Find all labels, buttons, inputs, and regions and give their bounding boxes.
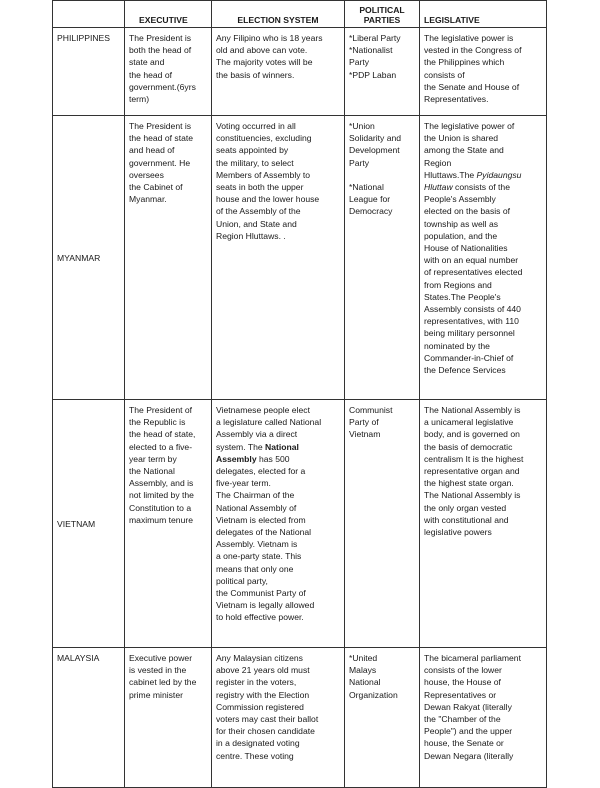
table-row-philippines — [53, 28, 547, 116]
header-executive: EXECUTIVE — [125, 1, 212, 28]
legislative-cell: The National Assembly is a unicameral legislative body, and is governed on the basis of democratic centralism It is the highest representative organ and the highest state organ. The National Assembly is the only organ vested with constitutional and legislative powers — [420, 400, 547, 648]
election-cell: Any Filipino who is 18 years old and above can vote. The majority votes will be the basis of winners. — [212, 28, 345, 116]
legislative-cell — [420, 116, 547, 400]
country-cell: MYANMAR — [53, 116, 125, 400]
table-row-malaysia — [53, 648, 547, 788]
executive-cell: The President is the head of state and head of government. He oversees the Cabinet of Myanmar. — [125, 116, 212, 400]
election-cell: Any Malaysian citizens above 21 years old must register in the voters, registry with the Election Commission registered voters may cast their ballot for their chosen candidate in a designated voting centre. These voting — [212, 648, 345, 788]
executive-cell: Executive power is vested in the cabinet led by the prime minister — [125, 648, 212, 788]
parties-cell: Communist Party of Vietnam — [345, 400, 420, 648]
legislative-text-part-b: consists of the People's Assembly elected on the basis of township as well as population, and the House of Nationalities with on an equal number of representatives elected from Regions and States.The People's Assembly consists of 440 representatives, with 110 being military personnel nominated by the Commander-in-Chief of the Defence Services — [424, 182, 523, 376]
election-cell: Voting occurred in all constituencies, excluding seats appointed by the military, to select Members of Assembly to seats in both the upper house and the lower house of the Assembly of the Union, and State and Region Hluttaws. . — [212, 116, 345, 400]
header-legislative: LEGISLATIVE — [420, 1, 547, 28]
table-row-vietnam — [53, 400, 547, 648]
election-text-part-b: has 500 delegates, elected for a five-year term. The Chairman of the National Assembly of Vietnam is elected from delegates of the National Assembly. Vietnam is a one-party state. This means that only one political party, the Communist Party of Vietnam is legally allowed to hold effective power. — [216, 453, 315, 623]
header-row — [53, 1, 547, 28]
election-text-bold: National Assembly — [216, 441, 299, 464]
table-row-myanmar — [53, 116, 547, 400]
legislative-text-italic: Pyidaungsu Hluttaw — [424, 169, 522, 193]
parties-cell: *United Malays National Organization — [345, 648, 420, 788]
executive-cell: The President is both the head of state and the head of government.(6yrs term) — [125, 28, 212, 116]
election-cell — [212, 400, 345, 648]
executive-cell: The President of the Republic is the head of state, elected to a five- year term by the National Assembly, and is not limited by the Constitution to a maximum tenure — [125, 400, 212, 648]
country-cell: MALAYSIA — [53, 648, 125, 788]
country-cell: PHILIPPINES — [53, 28, 125, 116]
legislative-cell: The bicameral parliament consists of the lower house, the House of Representatives or Dewan Rakyat (literally the "Chamber of the People") and the upper house, the Senate or Dewan Negara (literally — [420, 648, 547, 788]
legislative-text-part-a: The legislative power of the Union is shared among the State and Region Hluttaws.The — [424, 121, 515, 180]
government-comparison-table — [52, 0, 547, 788]
legislative-cell: The legislative power is vested in the Congress of the Philippines which consists of the Senate and House of Representatives. — [420, 28, 547, 116]
header-political-parties: POLITICAL PARTIES — [345, 1, 420, 28]
header-election-system: ELECTION SYSTEM — [212, 1, 345, 28]
country-cell: VIETNAM — [53, 400, 125, 648]
election-text-part-a: Vietnamese people elect a legislature called National Assembly via a direct system. The — [216, 405, 322, 452]
parties-cell: *Liberal Party *Nationalist Party *PDP Laban — [345, 28, 420, 116]
parties-cell: *Union Solidarity and Development Party *National League for Democracy — [345, 116, 420, 400]
header-country — [53, 1, 125, 28]
